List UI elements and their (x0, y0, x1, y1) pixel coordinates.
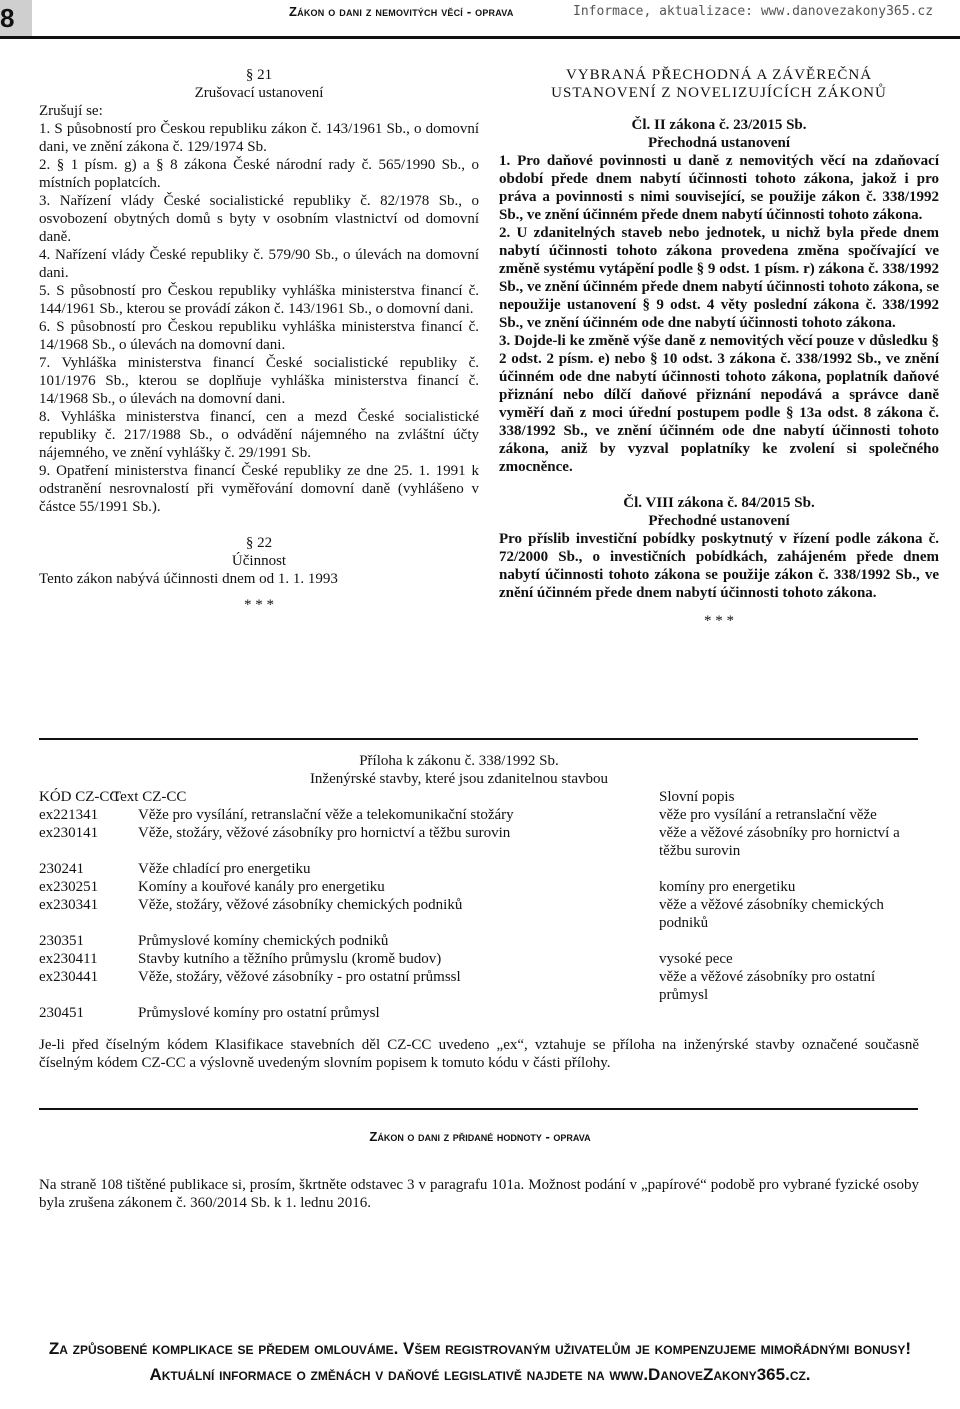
page-header (0, 0, 960, 36)
vat-correction-title: Zákon o dani z přidané hodnoty - oprava (369, 1129, 591, 1144)
row-word: komíny pro energetiku (659, 879, 796, 895)
section-divider (39, 738, 918, 740)
row-code: 230241 (39, 861, 84, 877)
repeal-item: 1. S působností pro Českou republiku zákon č. 143/1961 Sb., o domovní dani, ve znění zákona č. 129/1974 Sb. (39, 121, 479, 155)
repeal-intro: Zrušují se: (39, 103, 103, 119)
row-text: Průmyslové komíny pro ostatní průmysl (138, 1005, 380, 1021)
article-2-para: 3. Dojde-li ke změně výše daně z nemovitých věcí pouze v důsledku § 2 odst. 2 písm. e) nebo § 10 odst. 3 zákona č. 338/1992 Sb., ve znění účinném ode dne nabytí účinnosti tohoto zákona, poplatník daňové přiznání nebo dílčí daňové přiznání nepodává a správce daně vyměří daň z moci úřední postupem podle § 13a odst. 8 zákona č. 338/1992 Sb., ve znění účinném ode dne nabytí účinnosti tohoto zákona, aniž by vyzval poplatníky ke zvolení si společného zmocněnce. (499, 333, 939, 475)
footer-website: Aktuální informace o změnách v daňové legislativě najdete na www.DanoveZakony365.cz. (149, 1365, 811, 1384)
header-word: Slovní popis (659, 789, 735, 805)
separator-stars-right: * * * (704, 613, 734, 629)
row-text: Věže chladící pro energetiku (138, 861, 311, 877)
annex-note: Je-li před číselným kódem Klasifikace stavebních děl CZ-CC uvedeno „ex“, vztahuje se příloha na inženýrské stavby označené současně číselným kódem CZ-CC a výslovně uvedeným slovním popisem k tomuto kódu v části přílohy. (39, 1037, 919, 1071)
table-row (39, 896, 919, 932)
row-text: Věže, stožáry, věžové zásobníky pro hornictví a těžbu surovin (138, 825, 511, 841)
table-row (39, 950, 919, 968)
row-text: Věže, stožáry, věžové zásobníky chemických podniků (138, 897, 463, 913)
section-divider (39, 1108, 918, 1110)
left-column (39, 66, 479, 614)
row-code: 230451 (39, 1005, 84, 1021)
section-21-title: Zrušovací ustanovení (194, 85, 324, 101)
table-header (39, 788, 919, 806)
table-row (39, 968, 919, 1004)
row-code: ex230441 (39, 969, 99, 985)
header-title: Zákon o dani z nemovitých věcí - oprava (289, 4, 514, 19)
row-text: Průmyslové komíny chemických podniků (138, 933, 389, 949)
row-word: vysoké pece (659, 951, 733, 967)
section-21-number: § 21 (245, 67, 273, 83)
header-code: KÓD CZ-CC (39, 789, 120, 805)
repeal-item: 5. S působností pro Českou republiky vyhláška ministerstva financí č. 144/1961 Sb., kterou se provádí zákon č. 143/1961 Sb., o domovní dani. (39, 283, 479, 317)
row-text: Věže, stožáry, věžové zásobníky - pro ostatní průmssl (138, 969, 461, 985)
table-row (39, 806, 919, 824)
row-code: ex230141 (39, 825, 99, 841)
row-word: věže a věžové zásobníky chemických podniků (659, 897, 884, 931)
table-row (39, 860, 919, 878)
article-2-subtitle: Přechodná ustanovení (647, 135, 791, 151)
row-code: ex230411 (39, 951, 98, 967)
row-word: věže a věžové zásobníky pro ostatní průmysl (659, 969, 876, 1003)
annex-subtitle: Inženýrské stavby, které jsou zdanitelnou stavbou (309, 771, 609, 787)
footer-apology: Za způsobené komplikace se předem omlouváme. Všem registrovaným uživatelům je kompenzujeme mimořádnými bonusy! (48, 1339, 912, 1358)
row-text: Věže pro vysílání, retranslační věže a telekomunikační stožáry (138, 807, 514, 823)
table-row (39, 932, 919, 950)
header-info: Informace, aktualizace: www.danovezakony365.cz (573, 4, 934, 19)
effect-text: Tento zákon nabývá účinnosti dnem od 1. 1. 1993 (39, 571, 338, 587)
row-code: ex221341 (39, 807, 99, 823)
article-2-heading: Čl. II zákona č. 23/2015 Sb. (631, 117, 807, 133)
right-title-1: VYBRANÁ PŘECHODNÁ A ZÁVĚREČNÁ (565, 67, 873, 83)
table-row (39, 1004, 919, 1022)
article-2-para: 1. Pro daňové povinnosti u daně z nemovitých věcí na zdaňovací období přede dnem nabytí účinnosti tohoto zákona, jakož i pro práva a povinnosti s nimi související, se použije zákon č. 338/1992 Sb., ve znění účinném přede dnem nabytí účinnosti tohoto zákona. (499, 153, 939, 223)
section-22-title: Účinnost (231, 553, 287, 569)
section-22-number: § 22 (245, 535, 273, 551)
vat-correction-text: Na straně 108 tištěné publikace si, prosím, škrtněte odstavec 3 v paragrafu 101a. Možnost podání v „papírové“ podobě pro vybrané fyzické osoby byla zrušena zákonem č. 360/2014 Sb. k 1. lednu 2016. (39, 1177, 919, 1211)
repeal-item: 4. Nařízení vlády České republiky č. 579/90 Sb., o úlevách na domovní dani. (39, 247, 479, 281)
repeal-item: 2. § 1 písm. g) a § 8 zákona České národní rady č. 565/1990 Sb., o místních poplatcích. (39, 157, 479, 191)
table-row (39, 824, 919, 860)
repeal-item: 8. Vyhláška ministerstva financí, cen a mezd České socialistické republiky č. 217/1988 Sb., o odvádění nájemného na zvláštní účty nájemného, ve znění vyhlášky č. 29/1991 Sb. (39, 409, 479, 461)
repeal-item: 6. S působností pro Českou republiku vyhláška ministerstva financí č. 14/1968 Sb., o úlevách na domovní dani. (39, 319, 479, 353)
row-code: ex230341 (39, 897, 99, 913)
right-title-2: USTANOVENÍ Z NOVELIZUJÍCÍCH ZÁKONŮ (551, 85, 887, 101)
header-rule (0, 36, 960, 39)
repeal-item: 7. Vyhláška ministerstva financí České socialistické republiky č. 101/1976 Sb., kterou se doplňuje vyhláška ministerstva financí č. 14/1968 Sb., o úlevách na domovní dani. (39, 355, 479, 407)
footer-notice (0, 1336, 960, 1388)
right-column (499, 66, 939, 630)
row-code: 230351 (39, 933, 84, 949)
row-word: věže pro vysílání a retranslační věže (659, 807, 877, 823)
header-text: Text CZ-CC (112, 789, 187, 805)
article-2-para: 2. U zdanitelných staveb nebo jednotek, u nichž byla přede dnem nabytí účinnosti tohoto zákona provedena změna spočívající ve změně systému vytápění podle § 9 odst. 1 písm. r) zákona č. 338/1992 Sb., ve znění účinném přede dnem nabytí účinnosti tohoto zákona, se nepoužije ustanovení § 9 odst. 4 věty poslední zákona č. 338/1992 Sb., ve znění účinném ode dne nabytí účinnosti tohoto zákona. (499, 225, 939, 331)
annex-table (39, 752, 919, 1022)
article-8-para: Pro příslib investiční pobídky poskytnutý v řízení podle zákona č. 72/2000 Sb., o investičních pobídkách, zahájeném přede dnem nabytí účinnosti tohoto zákona se použije zákon č. 338/1992 Sb., ve znění účinném přede dnem nabytí účinnosti tohoto zákona. (499, 531, 939, 601)
repeal-item: 3. Nařízení vlády České socialistické republiky č. 82/1978 Sb., o osvobození obytných domů s byty v osobním vlastnictví od domovní daně. (39, 193, 479, 245)
annex-title: Příloha k zákonu č. 338/1992 Sb. (359, 753, 559, 769)
page-number: 8 (0, 0, 32, 36)
row-code: ex230251 (39, 879, 99, 895)
separator-stars: * * * (244, 597, 274, 613)
article-8-heading: Čl. VIII zákona č. 84/2015 Sb. (623, 495, 815, 511)
repeal-item: 9. Opatření ministerstva financí České republiky ze dne 25. 1. 1991 k odstranění nesrovnalostí při vyměřování domovní daně (vyhlášeno v částce 55/1991 Sb.). (39, 463, 479, 515)
row-text: Stavby kutního a těžního průmyslu (kromě budov) (138, 951, 442, 967)
row-word: věže a věžové zásobníky pro hornictví a těžbu surovin (659, 825, 900, 859)
table-row (39, 878, 919, 896)
row-text: Komíny a kouřové kanály pro energetiku (138, 879, 385, 895)
article-8-subtitle: Přechodné ustanovení (648, 513, 790, 529)
